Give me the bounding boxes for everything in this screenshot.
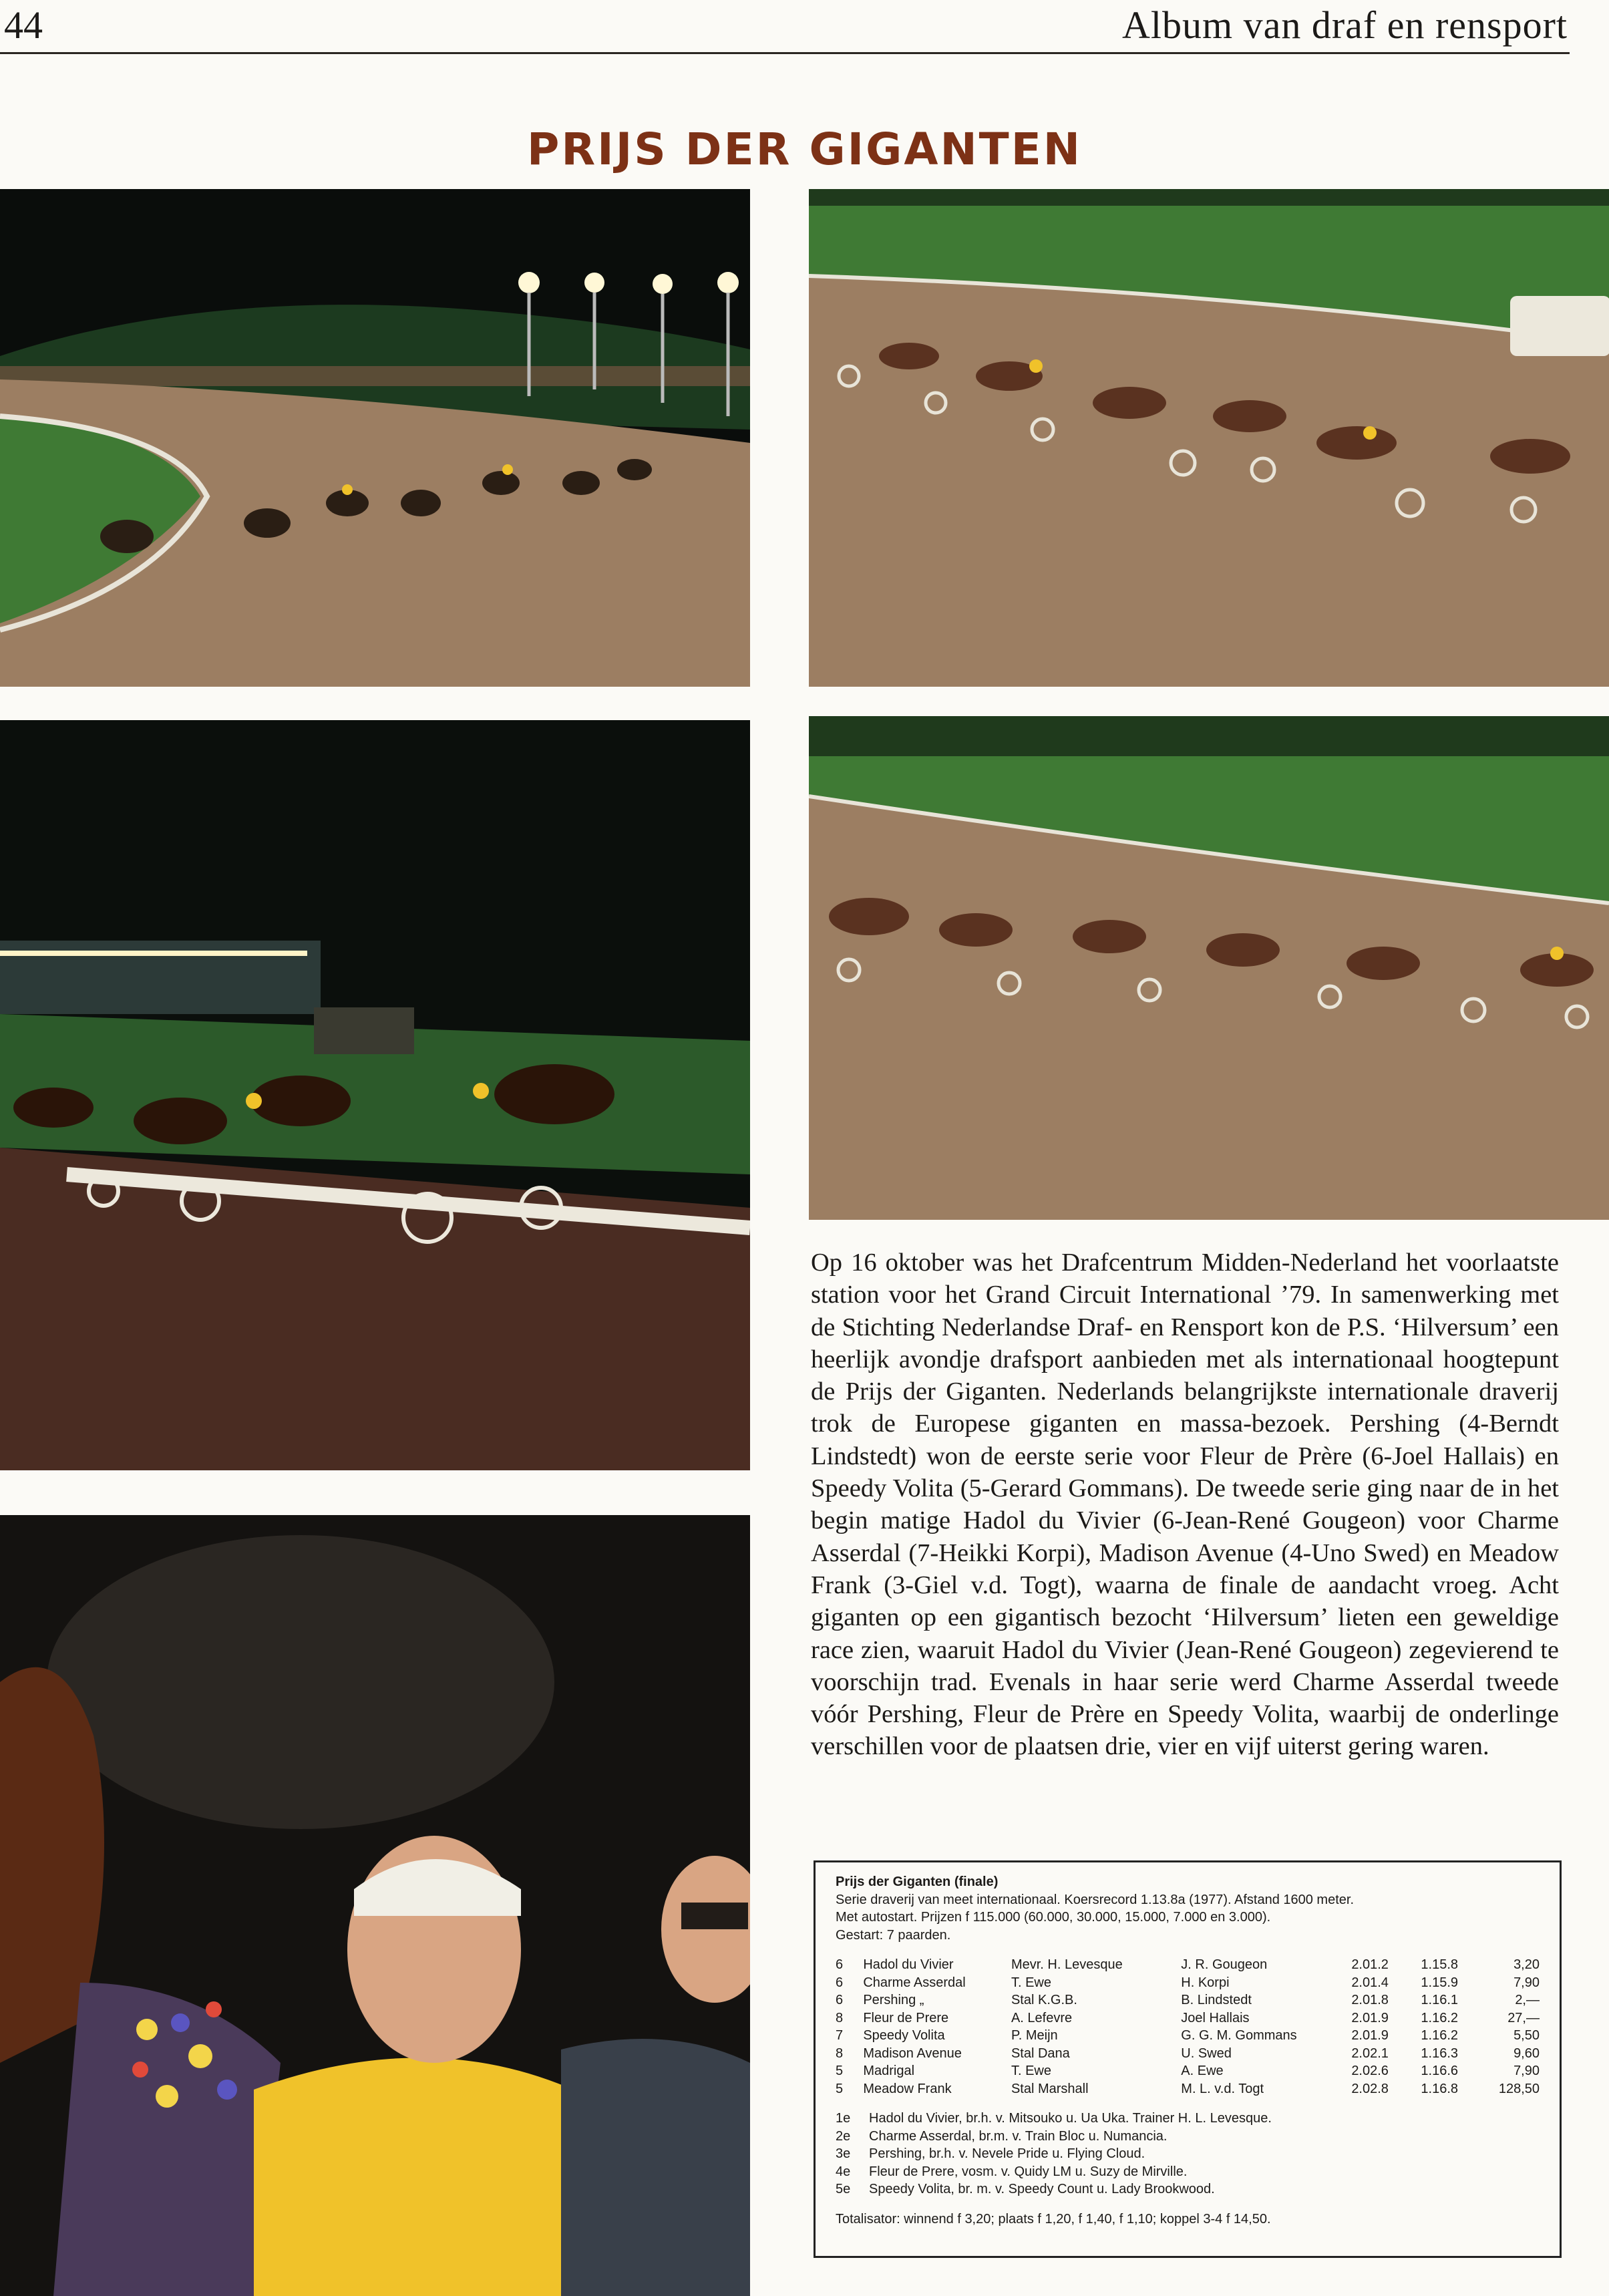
placings-list [836,2110,1540,2198]
entry-time: 2.01.2 [1351,1957,1389,1972]
placing-rank: 5e [836,2182,851,2196]
header-rule [0,52,1570,54]
list-item [836,2128,1540,2146]
photo-trotting-pack [809,189,1609,687]
entry-odds: 5,50 [1513,2028,1540,2043]
entry-time: 2.02.8 [1351,2081,1389,2096]
placing-text: Speedy Volita, br. m. v. Speedy Count u. Lady Brookwood. [869,2182,1215,2196]
entry-owner: Mevr. H. Levesque [1011,1957,1123,1972]
placing-text: Pershing, br.h. v. Nevele Pride u. Flying Cloud. [869,2146,1145,2161]
entry-km-time: 1.15.8 [1421,1957,1458,1972]
list-item [836,2180,1540,2198]
entry-km-time: 1.16.6 [1421,2064,1458,2078]
placing-text: Hadol du Vivier, br.h. v. Mitsouko u. Ua Uka. Trainer H. L. Levesque. [869,2111,1272,2126]
table-row [836,2080,1540,2098]
entry-horse: Speedy Volita [863,2028,945,2043]
entry-number: 6 [836,1957,844,1972]
entry-horse: Fleur de Prere [863,2010,949,2025]
entry-number: 7 [836,2028,844,2043]
entry-number: 5 [836,2064,844,2078]
entry-odds: 7,90 [1513,1975,1540,1990]
entry-time: 2.01.9 [1351,2028,1389,2043]
results-table [836,1956,1540,2098]
entry-time: 2.02.6 [1351,2064,1389,2078]
entry-number: 6 [836,1975,844,1990]
entry-odds: 9,60 [1513,2045,1540,2061]
entry-odds: 7,90 [1513,2064,1540,2078]
entry-number: 8 [836,2010,844,2025]
entry-owner: T. Ewe [1011,1975,1051,1990]
entry-owner: Stal Marshall [1011,2081,1089,2096]
entry-number: 8 [836,2045,844,2061]
article-body: Op 16 oktober was het Drafcentrum Midden-Nederland het voorlaatste station voor het Grand Circuit International ’79. In samenwerking met de Stichting Nederlandse Draf- en Rensport kon de P.S. ‘Hilversum’ een heerlijk avondje drafsport aanbieden met als internationaal hoogtepunt de Prijs der Giganten. Nederlands belangrijkste internationale draverij trok de Europese giganten en massa-bezoek. Pershing (4-Berndt Lindstedt) won de eerste serie voor Fleur de Prère (6-Joel Hallais) en Speedy Volita (5-Gerard Gommans). De tweede serie ging naar de in het begin matige Hadol du Vivier (6-Jean-René Gougeon) voor Charme Asserdal (7-Heikki Korpi), Madison Avenue (4-Uno Swed) en Meadow Frank (3-Giel v.d. Togt), waarna de finale de aandacht vroeg. Acht giganten op een gigantisch bezocht ‘Hilversum’ lieten een geweldige race zien, waaruit Hadol du Vivier (Jean-René Gougeon) zegevierend te voorschijn trad. Evenals in haar serie werd Charme Asserdal tweede vóór Pershing, Fleur de Prère en Speedy Volita, waarbij de onderlinge verschillen voor de plaatsen drie, vier en vijf uiterst gering waren. [811,1249,1559,1761]
entry-horse: Madrigal [863,2064,915,2078]
table-row [836,1974,1540,1992]
entry-driver: U. Swed [1181,2045,1232,2061]
table-row [836,2045,1540,2063]
entry-driver: J. R. Gougeon [1181,1957,1268,1972]
entry-time: 2.01.8 [1351,1993,1389,2007]
entry-time: 2.01.9 [1351,2010,1389,2025]
entry-odds: 128,50 [1498,2081,1540,2096]
placing-text: Charme Asserdal, br.m. v. Train Bloc u. Numancia. [869,2128,1168,2144]
entry-owner: P. Meijn [1011,2028,1058,2043]
entry-owner: A. Lefevre [1011,2010,1073,2025]
placing-rank: 1e [836,2111,851,2126]
list-item [836,2145,1540,2163]
entry-number: 5 [836,2081,844,2096]
running-title: Album van draf en rensport [1121,3,1568,47]
page-number: 44 [4,3,43,47]
entry-km-time: 1.16.2 [1421,2010,1458,2025]
results-info-line: Serie draverij van meet internationaal. Koersrecord 1.13.8a (1977). Afstand 1600 meter. [836,1892,1355,1907]
article-title: PRIJS DER GIGANTEN [526,124,1083,175]
entry-odds: 27,— [1507,2010,1540,2025]
entry-time: 2.02.1 [1351,2045,1389,2061]
entry-km-time: 1.16.3 [1421,2045,1458,2061]
table-row [836,2062,1540,2080]
entry-horse: Madison Avenue [863,2045,962,2061]
placing-rank: 2e [836,2128,851,2144]
entry-odds: 2,— [1515,1993,1540,2007]
table-row [836,2027,1540,2045]
entry-driver: A. Ewe [1181,2064,1224,2078]
entry-driver: B. Lindstedt [1181,1993,1252,2007]
entry-owner: T. Ewe [1011,2064,1051,2078]
entry-km-time: 1.16.2 [1421,2028,1458,2043]
entry-time: 2.01.4 [1351,1975,1389,1990]
entry-odds: 3,20 [1513,1957,1540,1972]
results-info-line: Met autostart. Prijzen f 115.000 (60.000, 30.000, 15.000, 7.000 en 3.000). [836,1910,1271,1925]
entry-km-time: 1.15.9 [1421,1975,1458,1990]
totalisator-line: Totalisator: winnend f 3,20; plaats f 1,20, f 1,40, f 1,10; koppel 3-4 f 14,50. [836,2211,1271,2227]
photo-field-on-turf [809,716,1609,1220]
entry-driver: M. L. v.d. Togt [1181,2081,1264,2096]
entry-horse: Hadol du Vivier [863,1957,954,1972]
entry-driver: Joel Hallais [1181,2010,1250,2025]
placing-rank: 4e [836,2164,851,2179]
placing-text: Fleur de Prere, vosm. v. Quidy LM u. Suzy de Mirville. [869,2164,1188,2179]
entry-driver: H. Korpi [1181,1975,1230,1990]
entry-horse: Charme Asserdal [863,1975,966,1990]
entry-horse: Meadow Frank [863,2081,952,2096]
list-item [836,2163,1540,2181]
entry-driver: G. G. M. Gommans [1181,2028,1297,2043]
entry-km-time: 1.16.1 [1421,1993,1458,2007]
entry-km-time: 1.16.8 [1421,2081,1458,2096]
photo-night-race-floodlights [0,189,750,687]
photo-race-along-rail [0,720,750,1470]
entry-owner: Stal K.G.B. [1011,1993,1077,2007]
list-item [836,2110,1540,2128]
results-title: Prijs der Giganten (finale) [836,1874,999,1889]
photo-winner-with-bouquet [0,1515,750,2296]
entry-number: 6 [836,1993,844,2007]
entry-horse: Pershing „ [863,1993,924,2007]
entry-owner: Stal Dana [1011,2045,1070,2061]
results-box [814,1860,1562,2258]
placing-rank: 3e [836,2146,851,2161]
table-row [836,2009,1540,2027]
table-row [836,1991,1540,2009]
results-info-line: Gestart: 7 paarden. [836,1927,951,1943]
table-row [836,1956,1540,1974]
